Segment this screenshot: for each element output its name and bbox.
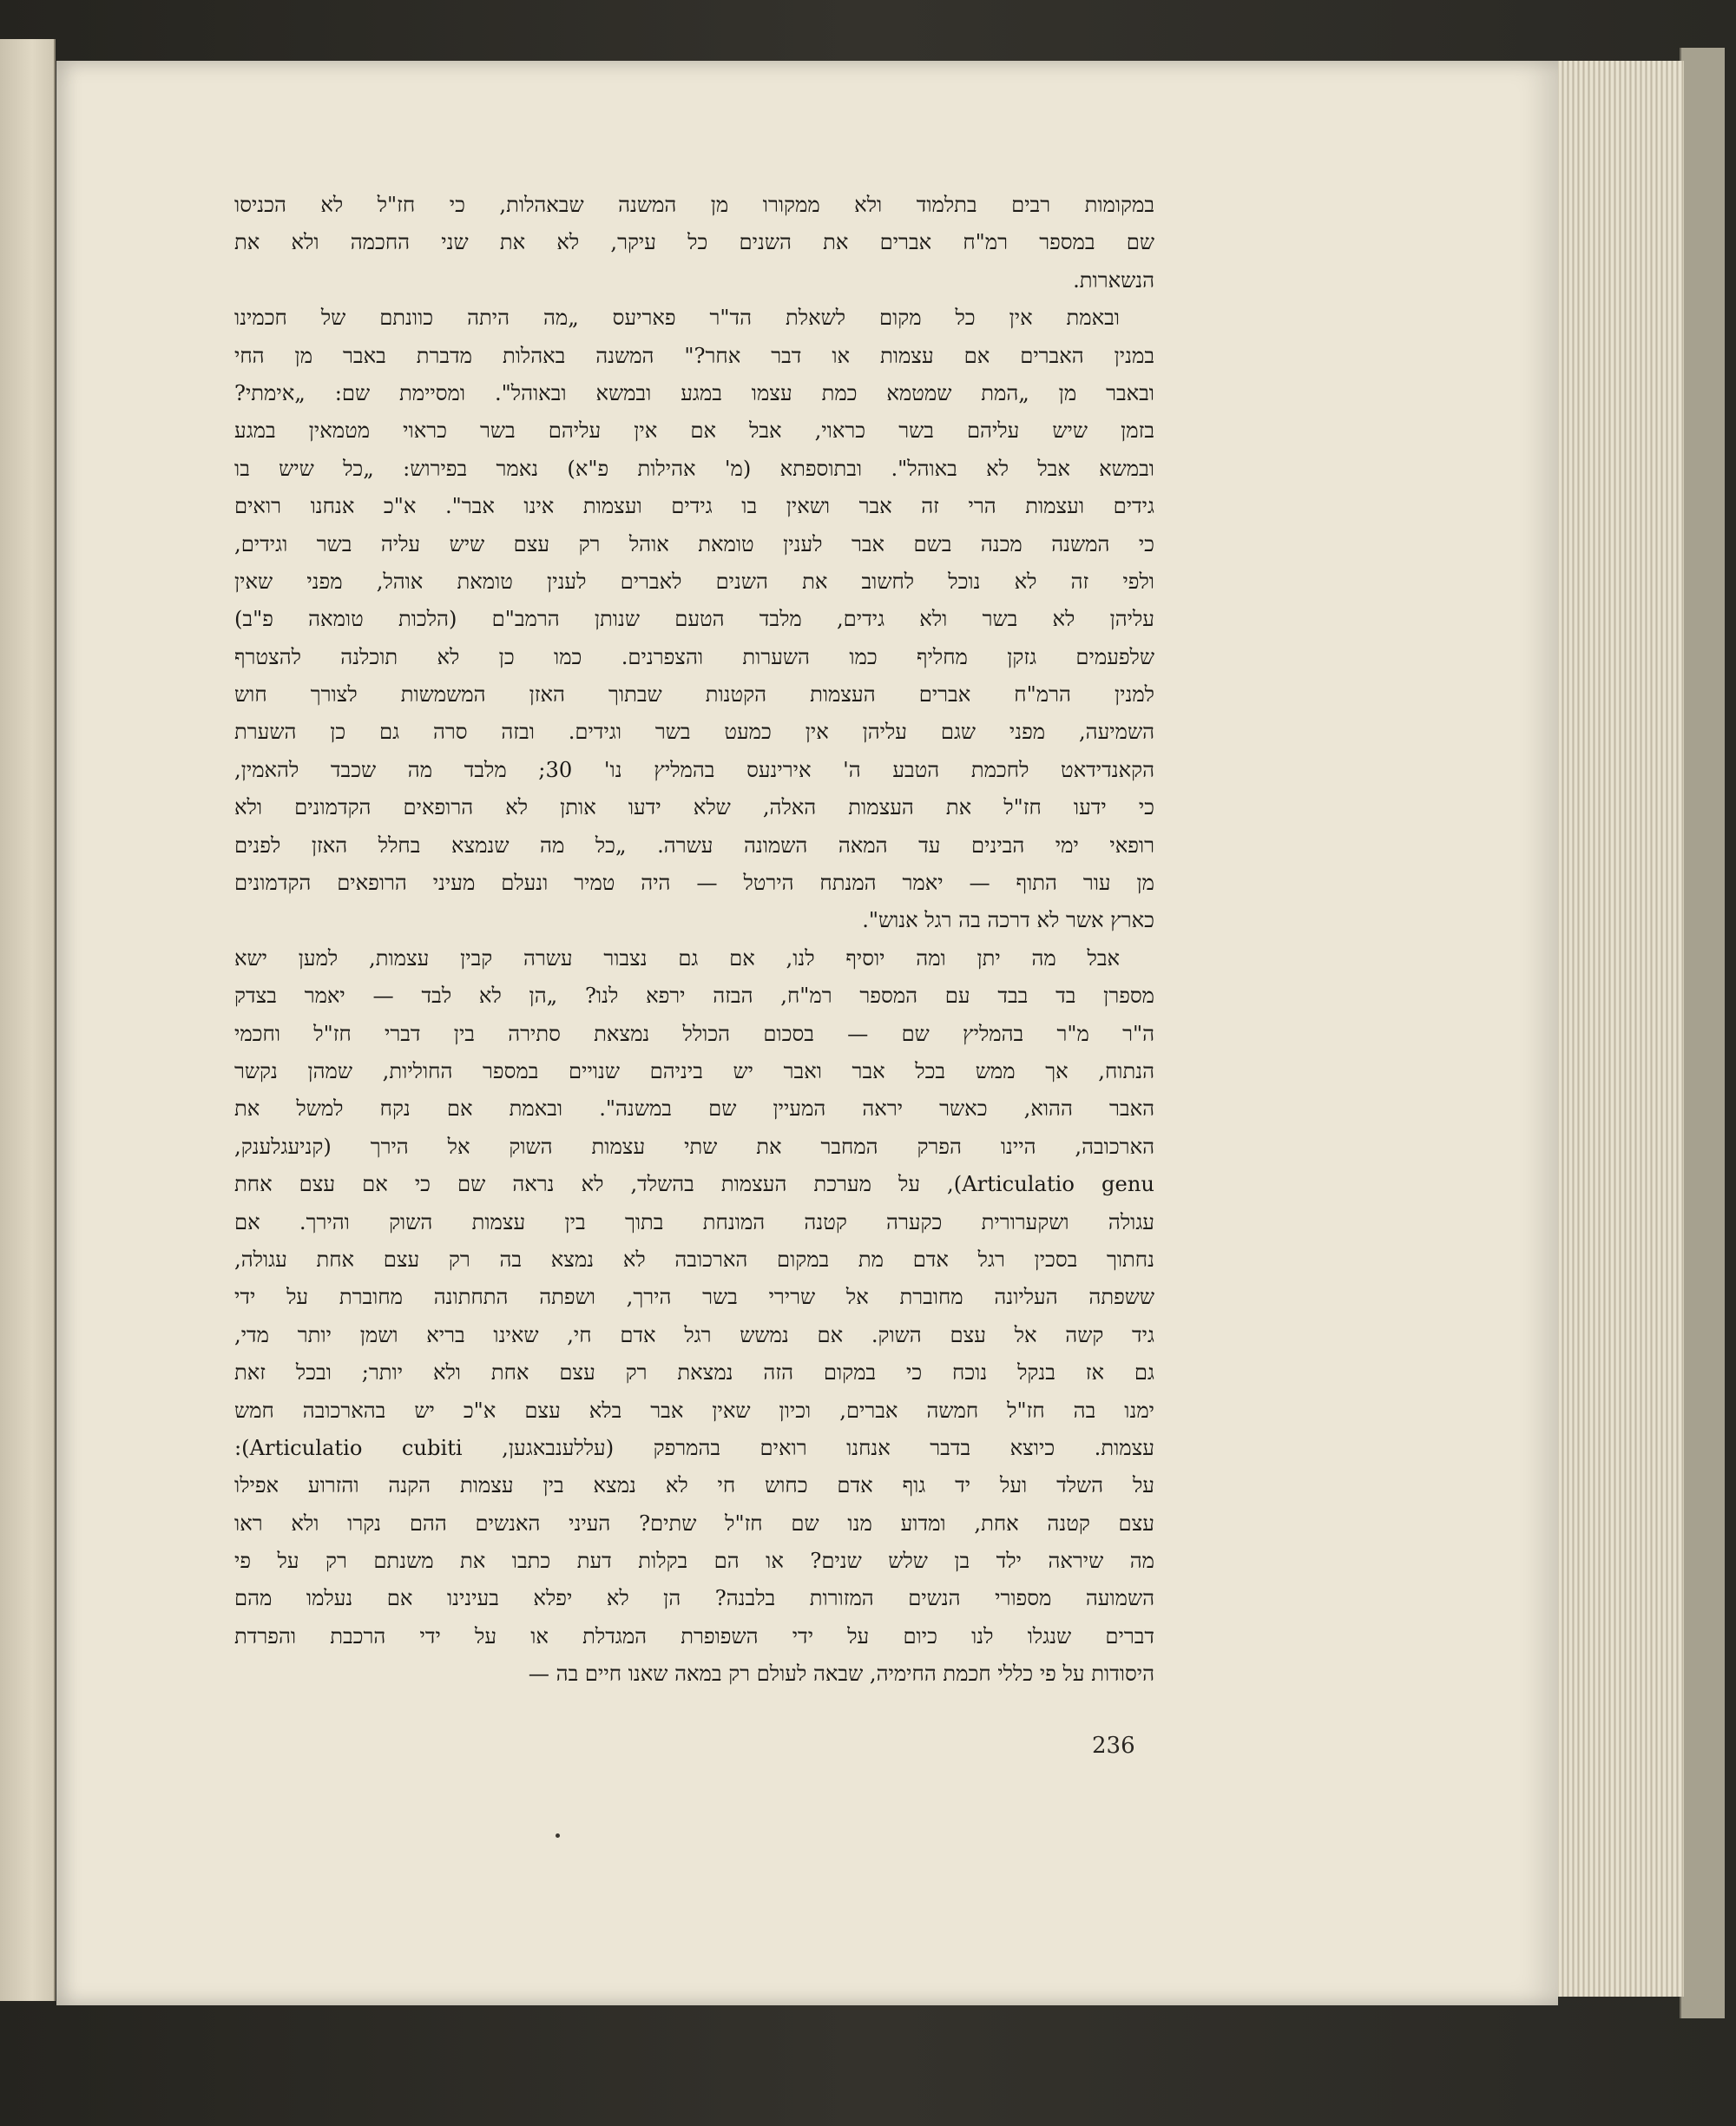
text-line: כי המשנה מכנה בשם אבר לענין טומאת אוהל רק עצם שיש עליה בשר וגידים, xyxy=(234,531,1154,556)
text-line: עצמות. כיוצא בדבר אנחנו רואים בהמרפק (עללענבאגען, Articulatio cubiti): xyxy=(234,1435,1154,1460)
text-line: מספרן בד בבד עם המספר רמ"ח, הבזה ירפא לנו? „הן לא לבד — יאמר בצדק xyxy=(234,984,1154,1009)
text-line: הנתוח, אך ממש בכל אבר ואבר יש ביניהם שנויים במספר החוליות, שמהן נקשר xyxy=(234,1058,1154,1083)
text-line: שם במספר רמ"ח אברים את השנים כל עיקר, לא את שני החכמה ולא את xyxy=(234,230,1154,255)
text-line: אבל מה יתן ומה יוסיף לנו, אם גם נצבור עשרה קבין עצמות, למען ישא xyxy=(234,945,1120,971)
text-line: למנין הרמ"ח אברים העצמות הקטנות שבתוך האזן המשמשות לצורך חוש xyxy=(234,682,1154,708)
body-text xyxy=(234,187,1154,1694)
text-line: גיד קשה אל עצם השוק. אם נמשש רגל אדם חי, שאינו בריא ושמן יותר מדי, xyxy=(234,1322,1154,1347)
text-line: גידים ועצמות הרי זה אבר ושאין בו גידים ועצמות אינו אבר". א"כ אנחנו רואים xyxy=(234,494,1154,519)
text-line: השמועה מספורי הנשים המזורות בלבנה? הן לא יפלא בעינינו אם נעלמו מהם xyxy=(234,1586,1154,1611)
text-line: כי ידעו חז"ל את העצמות האלה, שלא ידעו אותן לא הרופאים הקדמונים ולא xyxy=(234,795,1154,820)
text-line: ימנו בה חז"ל חמשה אברים, וכיון שאין אבר בלא עצם א"כ יש בהארכובה חמש xyxy=(234,1398,1154,1423)
paper-speck xyxy=(556,1833,560,1838)
text-line: ולפי זה לא נוכל לחשוב את השנים לאברים לענין טומאת אוהל, מפני שאין xyxy=(234,569,1154,594)
left-page-edge xyxy=(0,39,56,2001)
text-line: הארכובה, היינו הפרק המחבר את שתי עצמות השוק אל הירך (קניעגלענק, xyxy=(234,1134,1154,1159)
text-line: רופאי ימי הבינים עד המאה השמונה עשרה. „כל מה שנמצא בחלל האזן לפנים xyxy=(234,833,1154,858)
text-line: האבר ההוא, כאשר יראה המעיין שם במשנה". ובאמת אם נקח למשל את xyxy=(234,1096,1154,1122)
text-line: על השלד ועל יד גוף אדם כחוש חי לא נמצא בין עצמות הקנה והזרוע אפילו xyxy=(234,1473,1154,1498)
text-line: מה שיראה ילד בן שלש שנים? או הם בקלות דעת כתבו את משנתם רק על פי xyxy=(234,1549,1154,1574)
text-line: גם אז בנקל נוכח כי במקום הזה נמצאת רק עצם אחת ולא יותר; ובכל זאת xyxy=(234,1360,1154,1386)
text-line: מן עור התוף — יאמר המנתח הירטל — היה טמיר ונעלם מעיני הרופאים הקדמונים xyxy=(234,871,1154,896)
page-number: 236 xyxy=(1092,1733,1135,1759)
page-stack xyxy=(1554,61,1684,1997)
text-line: Articulatio genu), על מערכת העצמות בהשלד, לא נראה שם כי אם עצם אחת xyxy=(234,1172,1154,1197)
text-line: כארץ אשר לא דרכה בה רגל אנוש". xyxy=(862,908,1154,933)
text-line: ששפתה העליונה מחוברת אל שרירי בשר הירך, ושפתה התחתונה מחוברת על ידי xyxy=(234,1285,1154,1310)
text-line: עליהן לא בשר ולא גידים, מלבד הטעם שנותן הרמב"ם (הלכות טומאה פ"ב) xyxy=(234,607,1154,632)
text-line: ה"ר מ"ר בהמליץ שם — בסכום הכולל נמצאת סתירה בין דברי חז"ל וחכמי xyxy=(234,1021,1154,1046)
text-line: במנין האברים אם עצמות או דבר אחר?" המשנה באהלות מדברת באבר מן החי xyxy=(234,343,1154,368)
text-line: עגולה ושקערורית כקערה קטנה המונחת בתוך בין עצמות השוק והירך. אם xyxy=(234,1209,1154,1234)
text-line: במקומות רבים בתלמוד ולא ממקורו מן המשנה שבאהלות, כי חז"ל לא הכניסו xyxy=(234,193,1154,217)
text-line: עצם קטנה אחת, ומדוע מנו שם חז"ל שתים? העיני האנשים ההם נקרו ולא ראו xyxy=(234,1511,1154,1536)
text-line: הנשארות. xyxy=(1073,267,1154,293)
text-line: דברים שנגלו לנו כיום על ידי השפופרת המגדלת או על ידי הרכבת והפרדת xyxy=(234,1623,1154,1649)
text-line: ובאבר מן „המת שמטמא כמת עצמו במגע ובמשא ובאוהל". ומסיימת שם: „אימתי? xyxy=(234,380,1154,405)
text-line: שלפעמים גזקן מחליף כמו השערות והצפרנים. כמו כן לא תוכלנה להצטרף xyxy=(234,644,1154,669)
text-line: בזמן שיש עליהם בשר כראוי, אבל אם אין עליהם בשר כראוי מטמאין במגע xyxy=(234,418,1154,444)
text-line: נחתוך בסכין רגל אדם מת במקום הארכובה לא נמצא בה רק עצם אחת עגולה, xyxy=(234,1247,1154,1272)
text-line: ובמשא אבל לא באוהל". ובתוספתא (מ' אהילות פ"א) נאמר בפירוש: „כל שיש בו xyxy=(234,456,1154,481)
text-line: השמיעה, מפני שגם עליהן אין כמעט בשר וגידים. ובזה סרה גם כן השערת xyxy=(234,720,1154,745)
book-cover-edge xyxy=(1680,48,1725,2018)
text-line: היסודות על פי כללי חכמת החימיה, שבאה לעולם רק במאה שאנו חיים בה — xyxy=(528,1662,1154,1687)
text-line: ובאמת אין כל מקום לשאלת הד"ר פאריעס „מה היתה כוונתם של חכמינו xyxy=(234,306,1120,331)
text-line: הקאנדידאט לחכמת הטבע ה' אירינעס בהמליץ נו' 30; מלבד מה שכבד להאמין, xyxy=(234,757,1154,782)
